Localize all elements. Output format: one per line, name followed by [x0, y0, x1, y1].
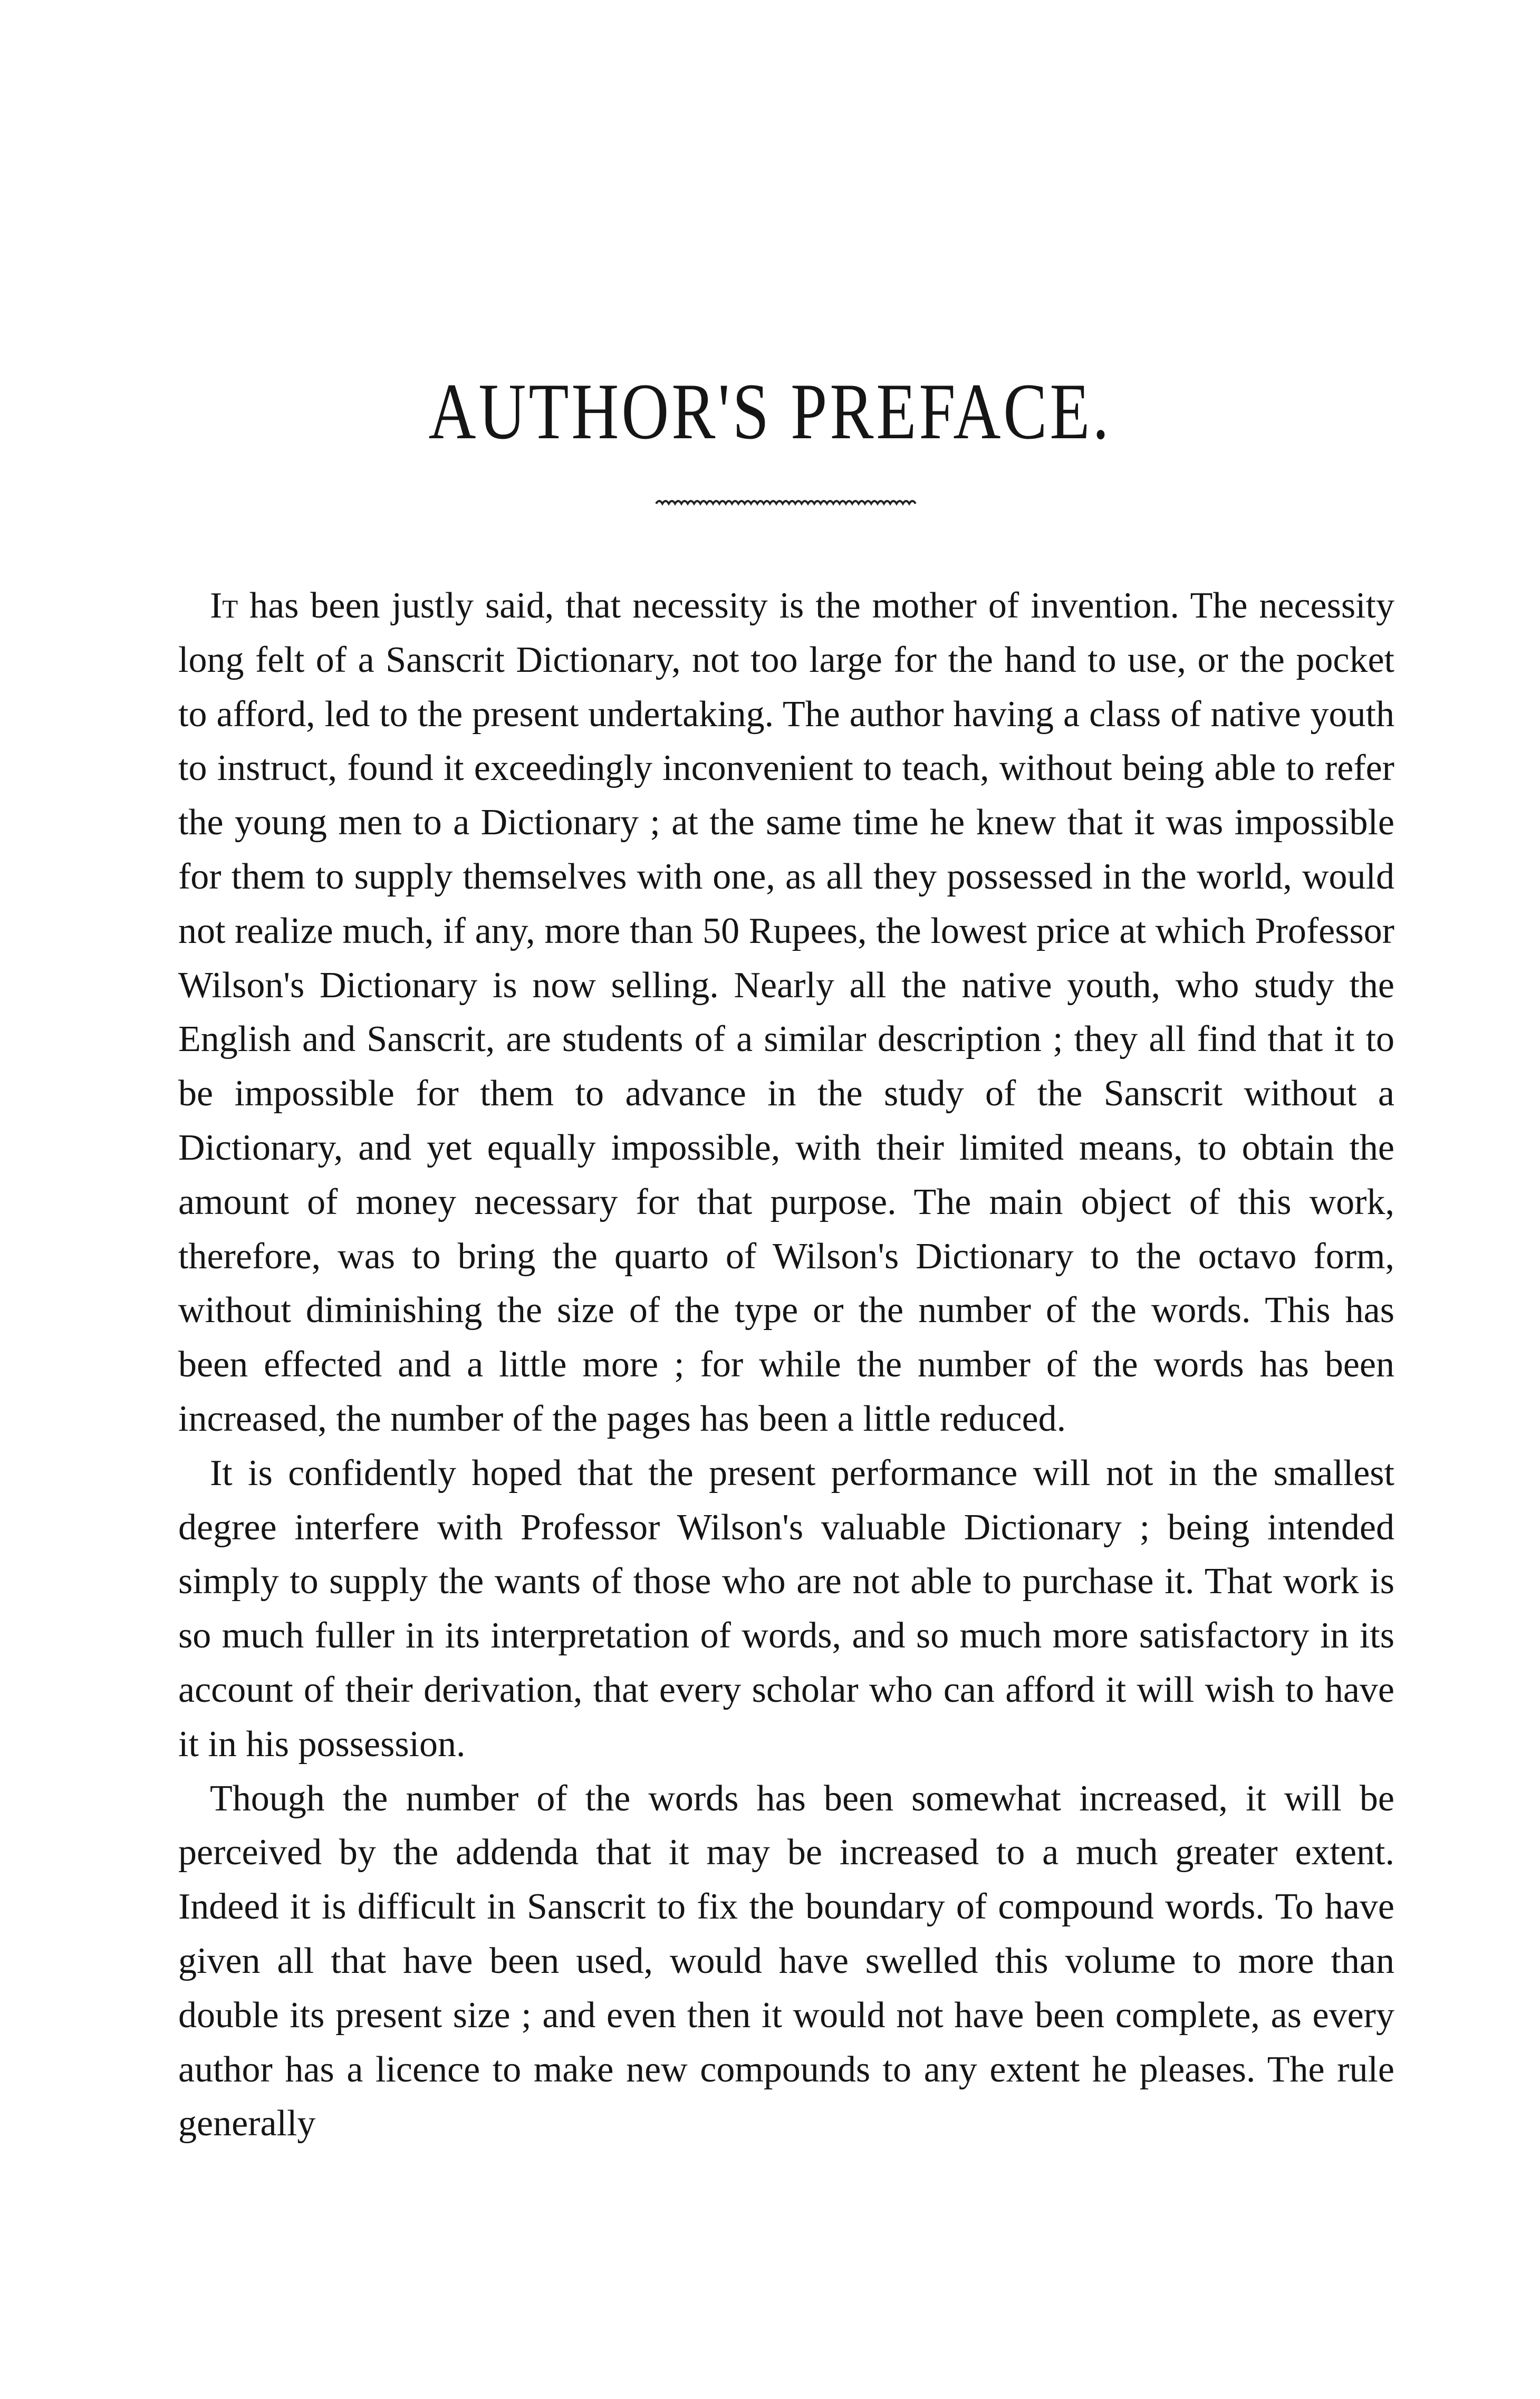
paragraph-3-text: the number of the words has been somewhat increased, it will be perceived by the addenda that it may be increased to a much greater extent. Indeed it is difficult in Sanscrit to fix the boundary of compound words. To have given all that have been used, would have swelled this volume to more than double its present size ; and even then it would not have been complete, as every author has a licence to make new compounds to any extent he pleases. The rule generally	[178, 1778, 1394, 2144]
paragraph-2	[178, 1447, 1394, 1772]
paragraph-3-first-word: Though	[210, 1778, 325, 1819]
wavy-rule-ornament	[654, 496, 918, 512]
paragraph-2-first-word: It	[210, 1452, 233, 1494]
paragraph-3	[178, 1772, 1394, 2152]
paragraph-1-text: has been justly said, that necessity is the mother of invention. The necessity long felt of a Sanscrit Dictionary, not too large for the hand to use, or the pocket to afford, led to the present undertaking. The author having a class of native youth to instruct, found it exceedingly inconvenient to teach, without being able to refer the young men to a Dictionary ; at the same time he knew that it was impossible for them to supply themselves with one, as all they possessed in the world, would not realize much, if any, more than 50 Rupees, the lowest price at which Professor Wilson's Dictionary is now selling. Nearly all the native youth, who study the English and Sanscrit, are students of a similar description ; they all find that it to be impossible for them to advance in the study of the Sanscrit without a Dictionary, and yet equally impossible, with their limited means, to obtain the amount of money necessary for that purpose. The main object of this work, therefore, was to bring the quarto of Wilson's Dictionary to the octavo form, without diminishing the size of the type or the number of the words. This has been effected and a little more ; for while the number of the words has been increased, the number of the pages has been a little reduced.	[178, 585, 1394, 1439]
paragraph-1	[178, 579, 1394, 1447]
page-title: AUTHOR'S PREFACE.	[428, 367, 1112, 456]
paragraph-2-text: is confidently hoped that the present performance will not in the smallest degree interfere with Professor Wilson's valuable Dictionary ; being intended simply to supply the wants of those who are not able to purchase it. That work is so much fuller in its interpretation of words, and so much more satisfactory in its account of their derivation, that every scholar who can afford it will wish to have it in his possession.	[178, 1452, 1394, 1765]
preface-body	[178, 579, 1394, 2151]
paragraph-1-first-word: It	[210, 585, 238, 626]
